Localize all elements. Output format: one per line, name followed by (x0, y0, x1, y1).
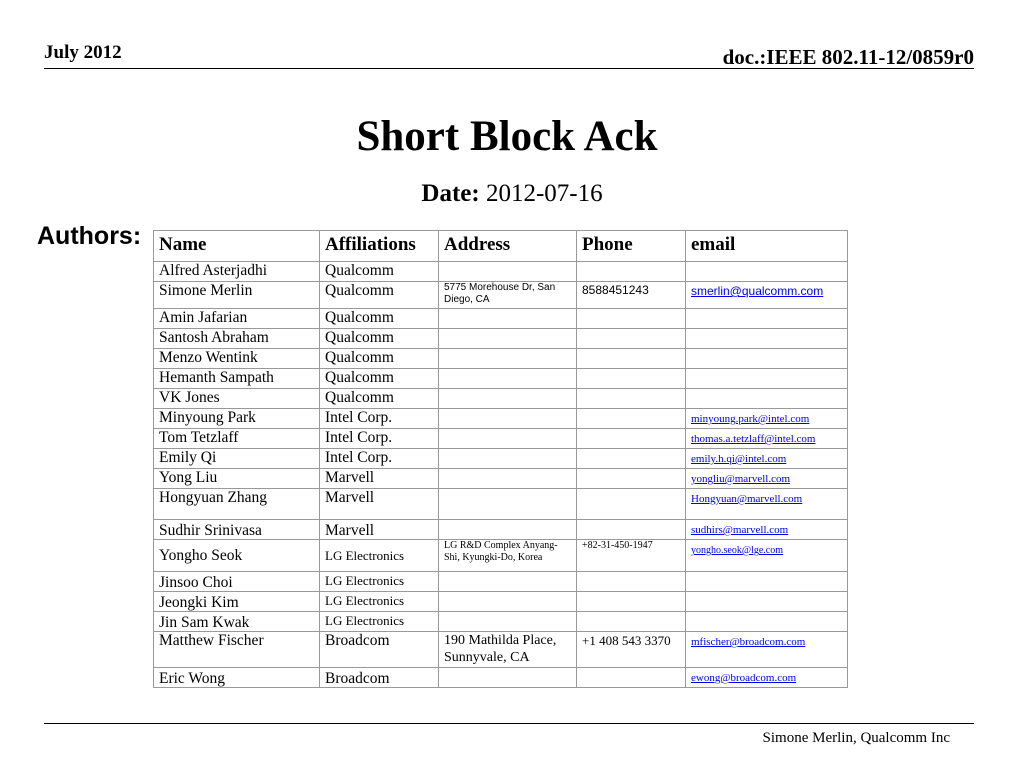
author-address (439, 489, 577, 520)
table-row (154, 469, 848, 489)
author-affiliation: Broadcom (320, 632, 439, 668)
author-phone (577, 349, 686, 369)
table-row (154, 329, 848, 349)
author-address (439, 309, 577, 329)
footer-divider (44, 723, 974, 724)
author-email (686, 540, 848, 572)
author-address (439, 262, 577, 282)
author-phone (577, 520, 686, 540)
table-row (154, 592, 848, 612)
author-name: Hemanth Sampath (154, 369, 320, 389)
author-address (439, 668, 577, 688)
author-address (439, 369, 577, 389)
author-phone (577, 389, 686, 409)
author-email (686, 409, 848, 429)
author-address (439, 592, 577, 612)
author-phone: +1 408 543 3370 (577, 632, 686, 668)
table-row (154, 369, 848, 389)
author-address (439, 349, 577, 369)
author-phone: 8588451243 (577, 282, 686, 309)
author-email (686, 592, 848, 612)
page-title: Short Block Ack (356, 113, 658, 160)
author-name: Minyoung Park (154, 409, 320, 429)
email-link[interactable]: emily.h.qi@intel.com (691, 453, 787, 465)
author-email (686, 668, 848, 688)
author-email (686, 632, 848, 668)
author-phone (577, 489, 686, 520)
table-row (154, 668, 848, 688)
author-phone: +82-31-450-1947 (577, 540, 686, 572)
author-address: 190 Mathilda Place, Sunnyvale, CA (439, 632, 577, 668)
author-name: Menzo Wentink (154, 349, 320, 369)
table-row (154, 449, 848, 469)
email-link[interactable]: yongliu@marvell.com (691, 473, 791, 485)
author-email (686, 429, 848, 449)
author-affiliation: Qualcomm (320, 282, 439, 309)
author-name: Yong Liu (154, 469, 320, 489)
author-name: Tom Tetzlaff (154, 429, 320, 449)
author-name: Emily Qi (154, 449, 320, 469)
author-phone (577, 668, 686, 688)
email-link[interactable]: yongho.seok@lge.com (691, 545, 783, 556)
author-email (686, 612, 848, 632)
column-header-affiliations: Affiliations (320, 231, 439, 262)
author-address (439, 572, 577, 592)
table-row (154, 282, 848, 309)
author-address: 5775 Morehouse Dr, San Diego, CA (439, 282, 577, 309)
author-affiliation: Intel Corp. (320, 429, 439, 449)
author-phone (577, 329, 686, 349)
author-affiliation: Qualcomm (320, 369, 439, 389)
author-phone (577, 592, 686, 612)
email-link[interactable]: Hongyuan@marvell.com (691, 493, 803, 505)
email-link[interactable]: thomas.a.tetzlaff@intel.com (691, 433, 816, 445)
table-row (154, 572, 848, 592)
author-email (686, 489, 848, 520)
author-email (686, 329, 848, 349)
author-phone (577, 409, 686, 429)
author-affiliation: Marvell (320, 469, 439, 489)
column-header-email: email (686, 231, 848, 262)
author-address (439, 329, 577, 349)
author-name: VK Jones (154, 389, 320, 409)
author-affiliation: Broadcom (320, 668, 439, 688)
author-phone (577, 469, 686, 489)
column-header-phone: Phone (577, 231, 686, 262)
email-link[interactable]: mfischer@broadcom.com (691, 636, 806, 648)
author-address (439, 429, 577, 449)
email-link[interactable]: ewong@broadcom.com (691, 672, 797, 684)
author-email (686, 369, 848, 389)
author-phone (577, 612, 686, 632)
author-phone (577, 369, 686, 389)
author-phone (577, 572, 686, 592)
author-phone (577, 429, 686, 449)
author-affiliation: Marvell (320, 520, 439, 540)
author-email (686, 520, 848, 540)
table-row (154, 409, 848, 429)
author-affiliation: LG Electronics (320, 592, 439, 612)
author-name: Simone Merlin (154, 282, 320, 309)
author-name: Alfred Asterjadhi (154, 262, 320, 282)
author-affiliation: Qualcomm (320, 309, 439, 329)
author-phone (577, 309, 686, 329)
author-name: Santosh Abraham (154, 329, 320, 349)
author-affiliation: Marvell (320, 489, 439, 520)
email-link[interactable]: sudhirs@marvell.com (691, 524, 789, 536)
author-address (439, 520, 577, 540)
table-header-row (154, 231, 848, 262)
table-row (154, 389, 848, 409)
author-phone (577, 262, 686, 282)
author-name: Amin Jafarian (154, 309, 320, 329)
author-name: Sudhir Srinivasa (154, 520, 320, 540)
author-email (686, 262, 848, 282)
header-doc-id: doc.:IEEE 802.11-12/0859r0 (722, 45, 974, 69)
author-affiliation: LG Electronics (320, 540, 439, 572)
footer-author: Simone Merlin, Qualcomm Inc (762, 730, 950, 746)
date-label: Date: (421, 180, 480, 207)
author-affiliation: Intel Corp. (320, 449, 439, 469)
table-row (154, 309, 848, 329)
author-affiliation: Intel Corp. (320, 409, 439, 429)
author-affiliation: Qualcomm (320, 389, 439, 409)
date-value: 2012-07-16 (485, 180, 603, 207)
author-address (439, 612, 577, 632)
author-phone (577, 449, 686, 469)
author-name: Jinsoo Choi (154, 572, 320, 592)
author-name: Jeongki Kim (154, 592, 320, 612)
column-header-name: Name (154, 231, 320, 262)
author-affiliation: Qualcomm (320, 349, 439, 369)
author-email (686, 309, 848, 329)
email-link[interactable]: smerlin@qualcomm.com (691, 284, 824, 298)
date-line (0, 180, 1024, 208)
author-affiliation: Qualcomm (320, 329, 439, 349)
header-divider (44, 68, 974, 69)
author-email (686, 449, 848, 469)
author-address (439, 449, 577, 469)
table-row (154, 520, 848, 540)
author-name: Hongyuan Zhang (154, 489, 320, 520)
author-name: Yongho Seok (154, 540, 320, 572)
authors-label: Authors: (37, 222, 142, 250)
author-email (686, 282, 848, 309)
table-row (154, 429, 848, 449)
table-row (154, 540, 848, 572)
table-row (154, 632, 848, 668)
author-affiliation: Qualcomm (320, 262, 439, 282)
authors-table (153, 230, 848, 688)
author-email (686, 349, 848, 369)
author-name: Jin Sam Kwak (154, 612, 320, 632)
author-email (686, 469, 848, 489)
table-row (154, 489, 848, 520)
author-name: Eric Wong (154, 668, 320, 688)
author-affiliation: LG Electronics (320, 572, 439, 592)
table-row (154, 612, 848, 632)
author-address (439, 389, 577, 409)
email-link[interactable]: minyoung.park@intel.com (691, 413, 810, 425)
author-address (439, 469, 577, 489)
author-affiliation: LG Electronics (320, 612, 439, 632)
table-row (154, 262, 848, 282)
header-date: July 2012 (44, 42, 122, 63)
author-email (686, 389, 848, 409)
table-row (154, 349, 848, 369)
column-header-address: Address (439, 231, 577, 262)
author-email (686, 572, 848, 592)
author-address (439, 409, 577, 429)
author-name: Matthew Fischer (154, 632, 320, 668)
author-address: LG R&D Complex Anyang-Shi, Kyungki-Do, Korea (439, 540, 577, 572)
